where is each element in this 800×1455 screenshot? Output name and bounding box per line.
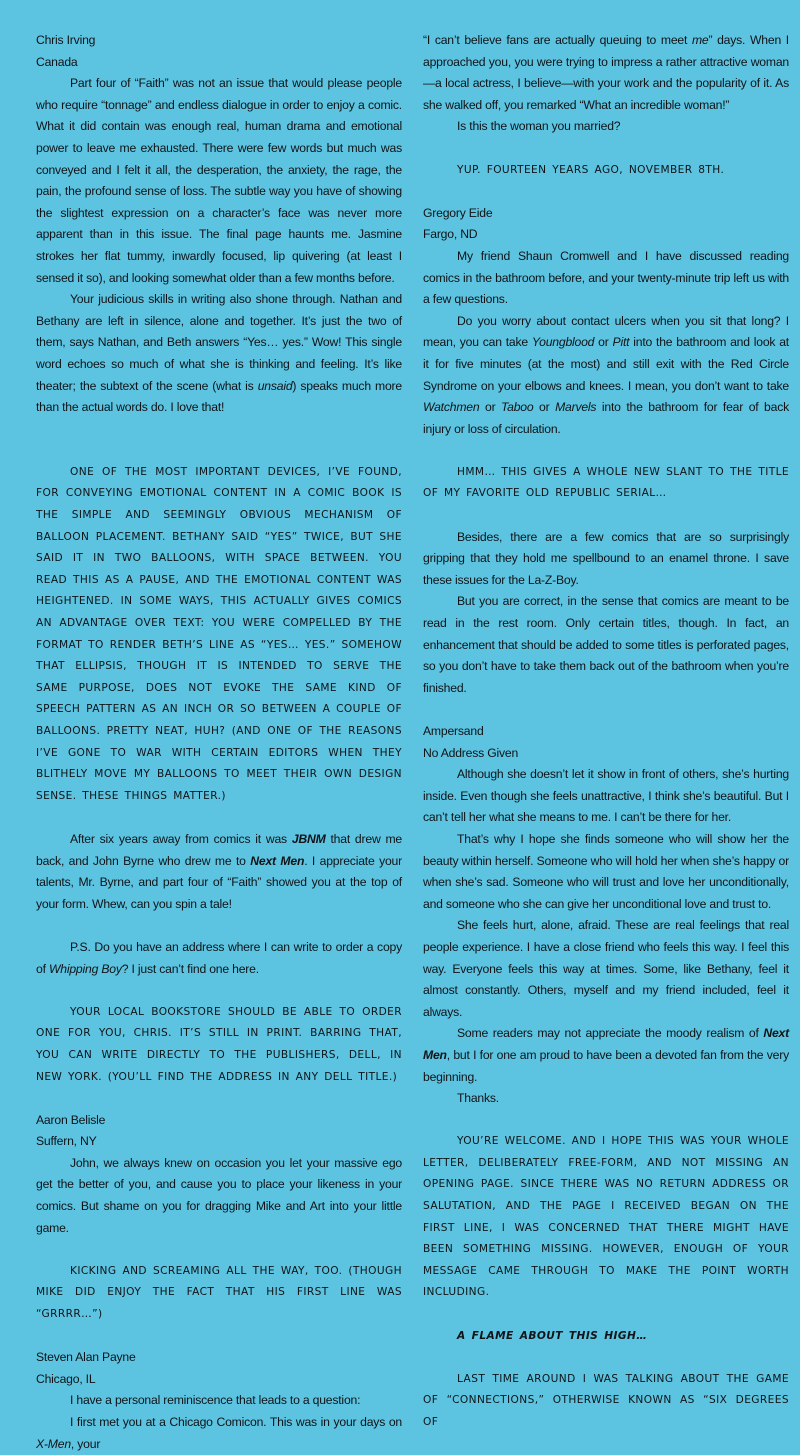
editor-reply: YUP. FOURTEEN YEARS AGO, NOVEMBER 8TH. — [457, 163, 725, 176]
letter-gregory-eide — [423, 203, 789, 700]
letter-ampersand — [423, 721, 789, 1304]
letter-aaron-belisle — [36, 1110, 402, 1326]
right-column — [423, 30, 789, 1434]
letter-paragraph: Some readers may not appreciate the moody realism of Next Men, but I for one am proud to have been a devoted fan from the very beginning. — [423, 1026, 789, 1084]
letter-paragraph: I have a personal reminiscence that leads to a question: — [70, 1393, 361, 1408]
essay-heading: A FLAME ABOUT THIS HIGH… — [457, 1329, 648, 1342]
letter-location: Suffern, NY — [36, 1134, 97, 1149]
letter-location: Canada — [36, 54, 78, 69]
letter-author: Steven Alan Payne — [36, 1350, 136, 1365]
letter-steven-alan-payne-continued — [423, 30, 789, 181]
editor-reply: KICKING AND SCREAMING ALL THE WAY, TOO. (THOUGH MIKE DID ENJOY THE FACT THAT HIS FIRST LINE WAS “GRRRR…”) — [36, 1264, 402, 1321]
letter-location: Fargo, ND — [423, 227, 478, 242]
letter-steven-alan-payne — [36, 1347, 402, 1455]
editor-reply: ONE OF THE MOST IMPORTANT DEVICES, I’VE FOUND, FOR CONVEYING EMOTIONAL CONTENT IN A COMIC BOOK IS THE SIMPLE AND SEEMINGLY OBVIOUS MECHANISM OF BALLOON PLACEMENT. BETHANY SAID “YES” TWICE, BUT SHE SAID IT IN TWO BALLOONS, WITH SPACE BETWEEN. YOU READ THIS AS A PAUSE, AND THE EMOTIONAL CONTENT WAS HEIGHTENED. IN SOME WAYS, THIS ACTUALLY GIVES COMICS AN ADVANTAGE OVER TEXT: YOU WERE COMPELLED BY THE FORMAT TO RENDER BETH’S LINE AS “YES… YES.” SOMEHOW THAT ELLIPSIS, THOUGH IT IS INTENDED TO SERVE THE SAME PURPOSE, DOES NOT EVOKE THE SAME KIND OF SPEECH PATTERN AS AN INCH OR SO BETWEEN A COUPLE OF BALLOONS. PRETTY NEAT, HUH? (AND ONE OF THE REASONS I’VE GONE TO WAR WITH CERTAIN EDITORS WHEN THEY BLITHELY MOVE MY BALLOONS TO MEET THEIR OWN DESIGN SENSE. THESE THINGS MATTER.) — [36, 465, 402, 802]
letter-author: Chris Irving — [36, 33, 96, 47]
letter-paragraph: But you are correct, in the sense that comics are meant to be read in the rest room. Only certain titles, though. In fact, an enhancement that should be added to some titles is perforated pages, so you don’t have to take them back out of the bathroom when you’re finished. — [423, 594, 789, 695]
letter-paragraph: My friend Shaun Cromwell and I have discussed reading comics in the bathroom before, and your twenty-minute trip left us with a few questions. — [423, 248, 789, 307]
letter-paragraph: Besides, there are a few comics that are so surprisingly gripping that they hold me spellbound to an enamel throne. I save these issues for the La-Z-Boy. — [423, 529, 789, 587]
letter-signoff: Thanks. — [457, 1091, 499, 1106]
letter-location: Chicago, IL — [36, 1371, 96, 1386]
letter-paragraph: Is this the woman you married? — [457, 119, 621, 134]
letter-paragraph: She feels hurt, alone, afraid. These are real feelings that real people experience. I have a close friend who feels this way. I feel this way. Everyone feels this way at times. Some, like Bethany, feel it almost constantly. Others, myself and my friend included, feel it always. — [423, 918, 789, 1019]
letter-paragraph: Do you worry about contact ulcers when you sit that long? I mean, you can take Youngblood or Pitt into the bathroom and look at it for five minutes (at the most) and still exit with the Red Circle Syndrome on your elbows and knees. I mean, you don’t want to take Watchmen or Taboo or Marvels into the bathroom for fear of back injury or loss of circulation. — [423, 313, 789, 436]
letter-paragraph: “I can’t believe fans are actually queuing to meet me” days. When I approached you, you were trying to impress a rather attractive woman—a local actress, I believe—with your work and the popularity of it. As she walked off, you remarked “What an incredible woman!” — [423, 33, 789, 112]
left-column — [36, 30, 402, 1455]
letter-chris-irving — [36, 30, 402, 1088]
letter-paragraph: Part four of “Faith” was not an issue that would please people who require “tonnage” and endless dialogue in order to enjoy a comic. What it did contain was enough real, human drama and emotional power to leave me exhausted. There were few words but much was conveyed and I felt it all, the desperation, the anxiety, the rage, the pain, the profound sense of loss. The subtle way you have of showing the slightest expression on a character’s face was never more apparent than in this issue. The final page haunts me. Jasmine strokes her flat tummy, inwardly focused, lip quivering (at least I sensed it so), and looking somewhat older than a few months before. — [36, 76, 402, 285]
essay-paragraph: LAST TIME AROUND I WAS TALKING ABOUT THE GAME OF “CONNECTIONS,” OTHERWISE KNOWN AS “SIX DEGREES OF — [423, 1372, 789, 1428]
letter-paragraph: John, we always knew on occasion you let your massive ego get the better of you, and cause you to place your likeness in your comics. But shame on you for dragging Mike and Art into your little game. — [36, 1155, 402, 1235]
editor-reply: YOU’RE WELCOME. AND I HOPE THIS WAS YOUR WHOLE LETTER, DELIBERATELY FREE-FORM, AND NOT MISSING AN OPENING PAGE. SINCE THERE WAS NO RETURN ADDRESS OR SALUTATION, AND THE PAGE I RECEIVED BEGAN ON THE FIRST LINE, I WAS CONCERNED THAT THERE MIGHT HAVE BEEN SOMETHING MISSING. HOWEVER, ENOUGH OF YOUR MESSAGE CAME THROUGH TO MAKE THE POINT WORTH INCLUDING. — [423, 1135, 789, 1299]
editor-reply: YOUR LOCAL BOOKSTORE SHOULD BE ABLE TO ORDER ONE FOR YOU, CHRIS. IT’S STILL IN PRINT. BARRING THAT, YOU CAN WRITE DIRECTLY TO THE PUBLISHERS, DELL, IN NEW YORK. (YOU’LL FIND THE ADDRESS IN ANY DELL TITLE.) — [36, 1005, 402, 1083]
letter-author: Ampersand — [423, 724, 484, 738]
letter-author: Aaron Belisle — [36, 1112, 106, 1127]
letter-paragraph: Although she doesn’t let it show in front of others, she’s hurting inside. Even though she feels unattractive, I think she’s beautiful. But I can’t tell her what she means to me. I can’t be there for her. — [423, 767, 789, 825]
letter-paragraph: Your judicious skills in writing also shone through. Nathan and Bethany are left in silence, alone and together. It’s just the two of them, says Nathan, and Beth answers “Yes… yes.” Wow! This single word echoes so much of what she is thinking and feeling. It’s like theater; the subtext of the scene (what is unsaid) speaks much more than the actual words do. I love that! — [36, 292, 402, 415]
letter-paragraph: That’s why I hope she finds someone who will show her the beauty within herself. Someone who will hold her when she’s happy or when she’s sad. Someone who will trust and love her unconditionally, and someone who she can give her unconditional love and trust to. — [423, 831, 789, 911]
letter-location: No Address Given — [423, 745, 519, 760]
letter-paragraph: I first met you at a Chicago Comicon. This was in your days on X-Men, your — [36, 1415, 402, 1451]
letter-postscript: P.S. Do you have an address where I can write to order a copy of Whipping Boy? I just can’t find one here. — [36, 939, 402, 976]
editor-reply: HMM… THIS GIVES A WHOLE NEW SLANT TO THE TITLE OF MY FAVORITE OLD REPUBLIC SERIAL… — [423, 465, 789, 500]
letter-author: Gregory Eide — [423, 205, 493, 220]
editor-essay — [423, 1326, 789, 1434]
letter-paragraph: After six years away from comics it was JBNM that drew me back, and John Byrne who drew me to Next Men. I appreciate your talents, Mr. Byrne, and part four of “Faith” showed you at the top of your form. Whew, can you spin a tale! — [36, 831, 402, 911]
